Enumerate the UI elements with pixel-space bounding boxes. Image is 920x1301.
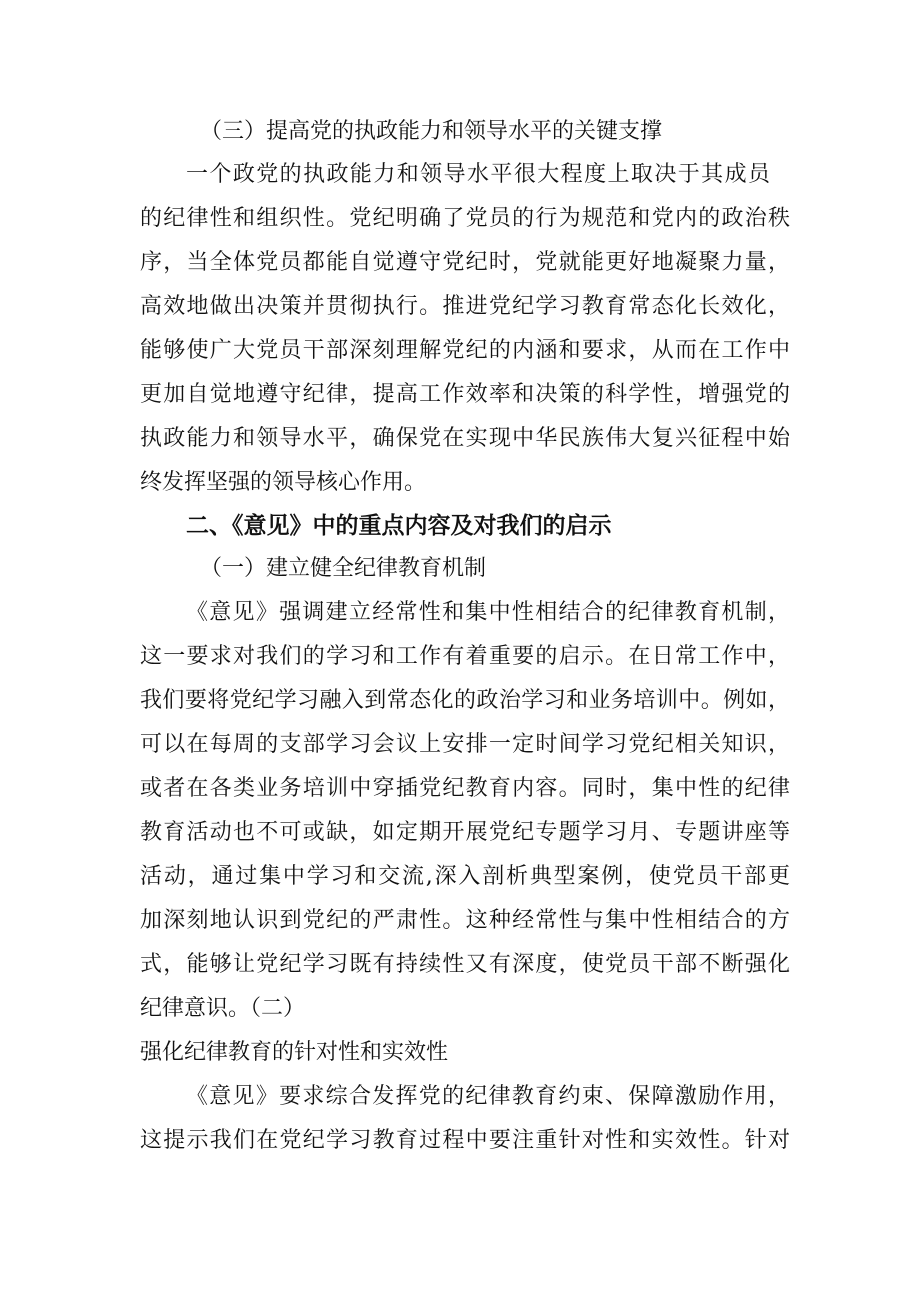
subheading-1: （一）建立健全纪律教育机制 <box>200 556 487 581</box>
paragraph-line: 执政能力和领导水平，确保党在实现中华民族伟大复兴征程中始 <box>140 426 790 451</box>
paragraph-line: 式，能够让党纪学习既有持续性又有深度，使党员干部不断强化 <box>140 952 790 977</box>
paragraph-line: 高效地做出决策并贯彻执行。推进党纪学习教育常态化长效化， <box>140 294 790 319</box>
paragraph-line: 的纪律性和组织性。党纪明确了党员的行为规范和党内的政治秩 <box>140 206 790 231</box>
paragraph-line: 更加自觉地遵守纪律，提高工作效率和决策的科学性，增强党的 <box>140 382 790 407</box>
subheading-2: 强化纪律教育的针对性和实效性 <box>140 1040 449 1065</box>
paragraph-line: 一个政党的执政能力和领导水平很大程度上取决于其成员 <box>186 162 770 187</box>
paragraph-line: 教育活动也不可或缺，如定期开展党纪专题学习月、专题讲座等 <box>140 820 790 845</box>
paragraph-line: 这一要求对我们的学习和工作有着重要的启示。在日常工作中， <box>140 644 790 669</box>
section-heading-2: 二、《意见》中的重点内容及对我们的启示 <box>186 513 612 539</box>
paragraph-line: 这提示我们在党纪学习教育过程中要注重针对性和实效性。针对 <box>140 1128 790 1153</box>
paragraph-line: 《意见》强调建立经常性和集中性相结合的纪律教育机制， <box>186 600 790 625</box>
paragraph-line: 能够使广大党员干部深刻理解党纪的内涵和要求，从而在工作中 <box>140 338 790 363</box>
paragraph-line: 我们要将党纪学习融入到常态化的政治学习和业务培训中。例如， <box>140 688 790 713</box>
paragraph-line: 活动，通过集中学习和交流,深入剖析典型案例，使党员干部更 <box>140 864 790 889</box>
subheading-3: （三）提高党的执政能力和领导水平的关键支撑 <box>200 119 663 144</box>
paragraph-line: 《意见》要求综合发挥党的纪律教育约束、保障激励作用， <box>186 1084 790 1109</box>
paragraph-line: 加深刻地认识到党纪的严肃性。这种经常性与集中性相结合的方 <box>140 908 790 933</box>
paragraph-line: 终发挥坚强的领导核心作用。 <box>140 470 427 495</box>
paragraph-line: 可以在每周的支部学习会议上安排一定时间学习党纪相关知识， <box>140 732 790 757</box>
paragraph-line: 序，当全体党员都能自觉遵守党纪时，党就能更好地凝聚力量， <box>140 250 790 275</box>
paragraph-line: 或者在各类业务培训中穿插党纪教育内容。同时，集中性的纪律 <box>140 776 790 801</box>
paragraph-line: 纪律意识。（二） <box>140 996 306 1021</box>
